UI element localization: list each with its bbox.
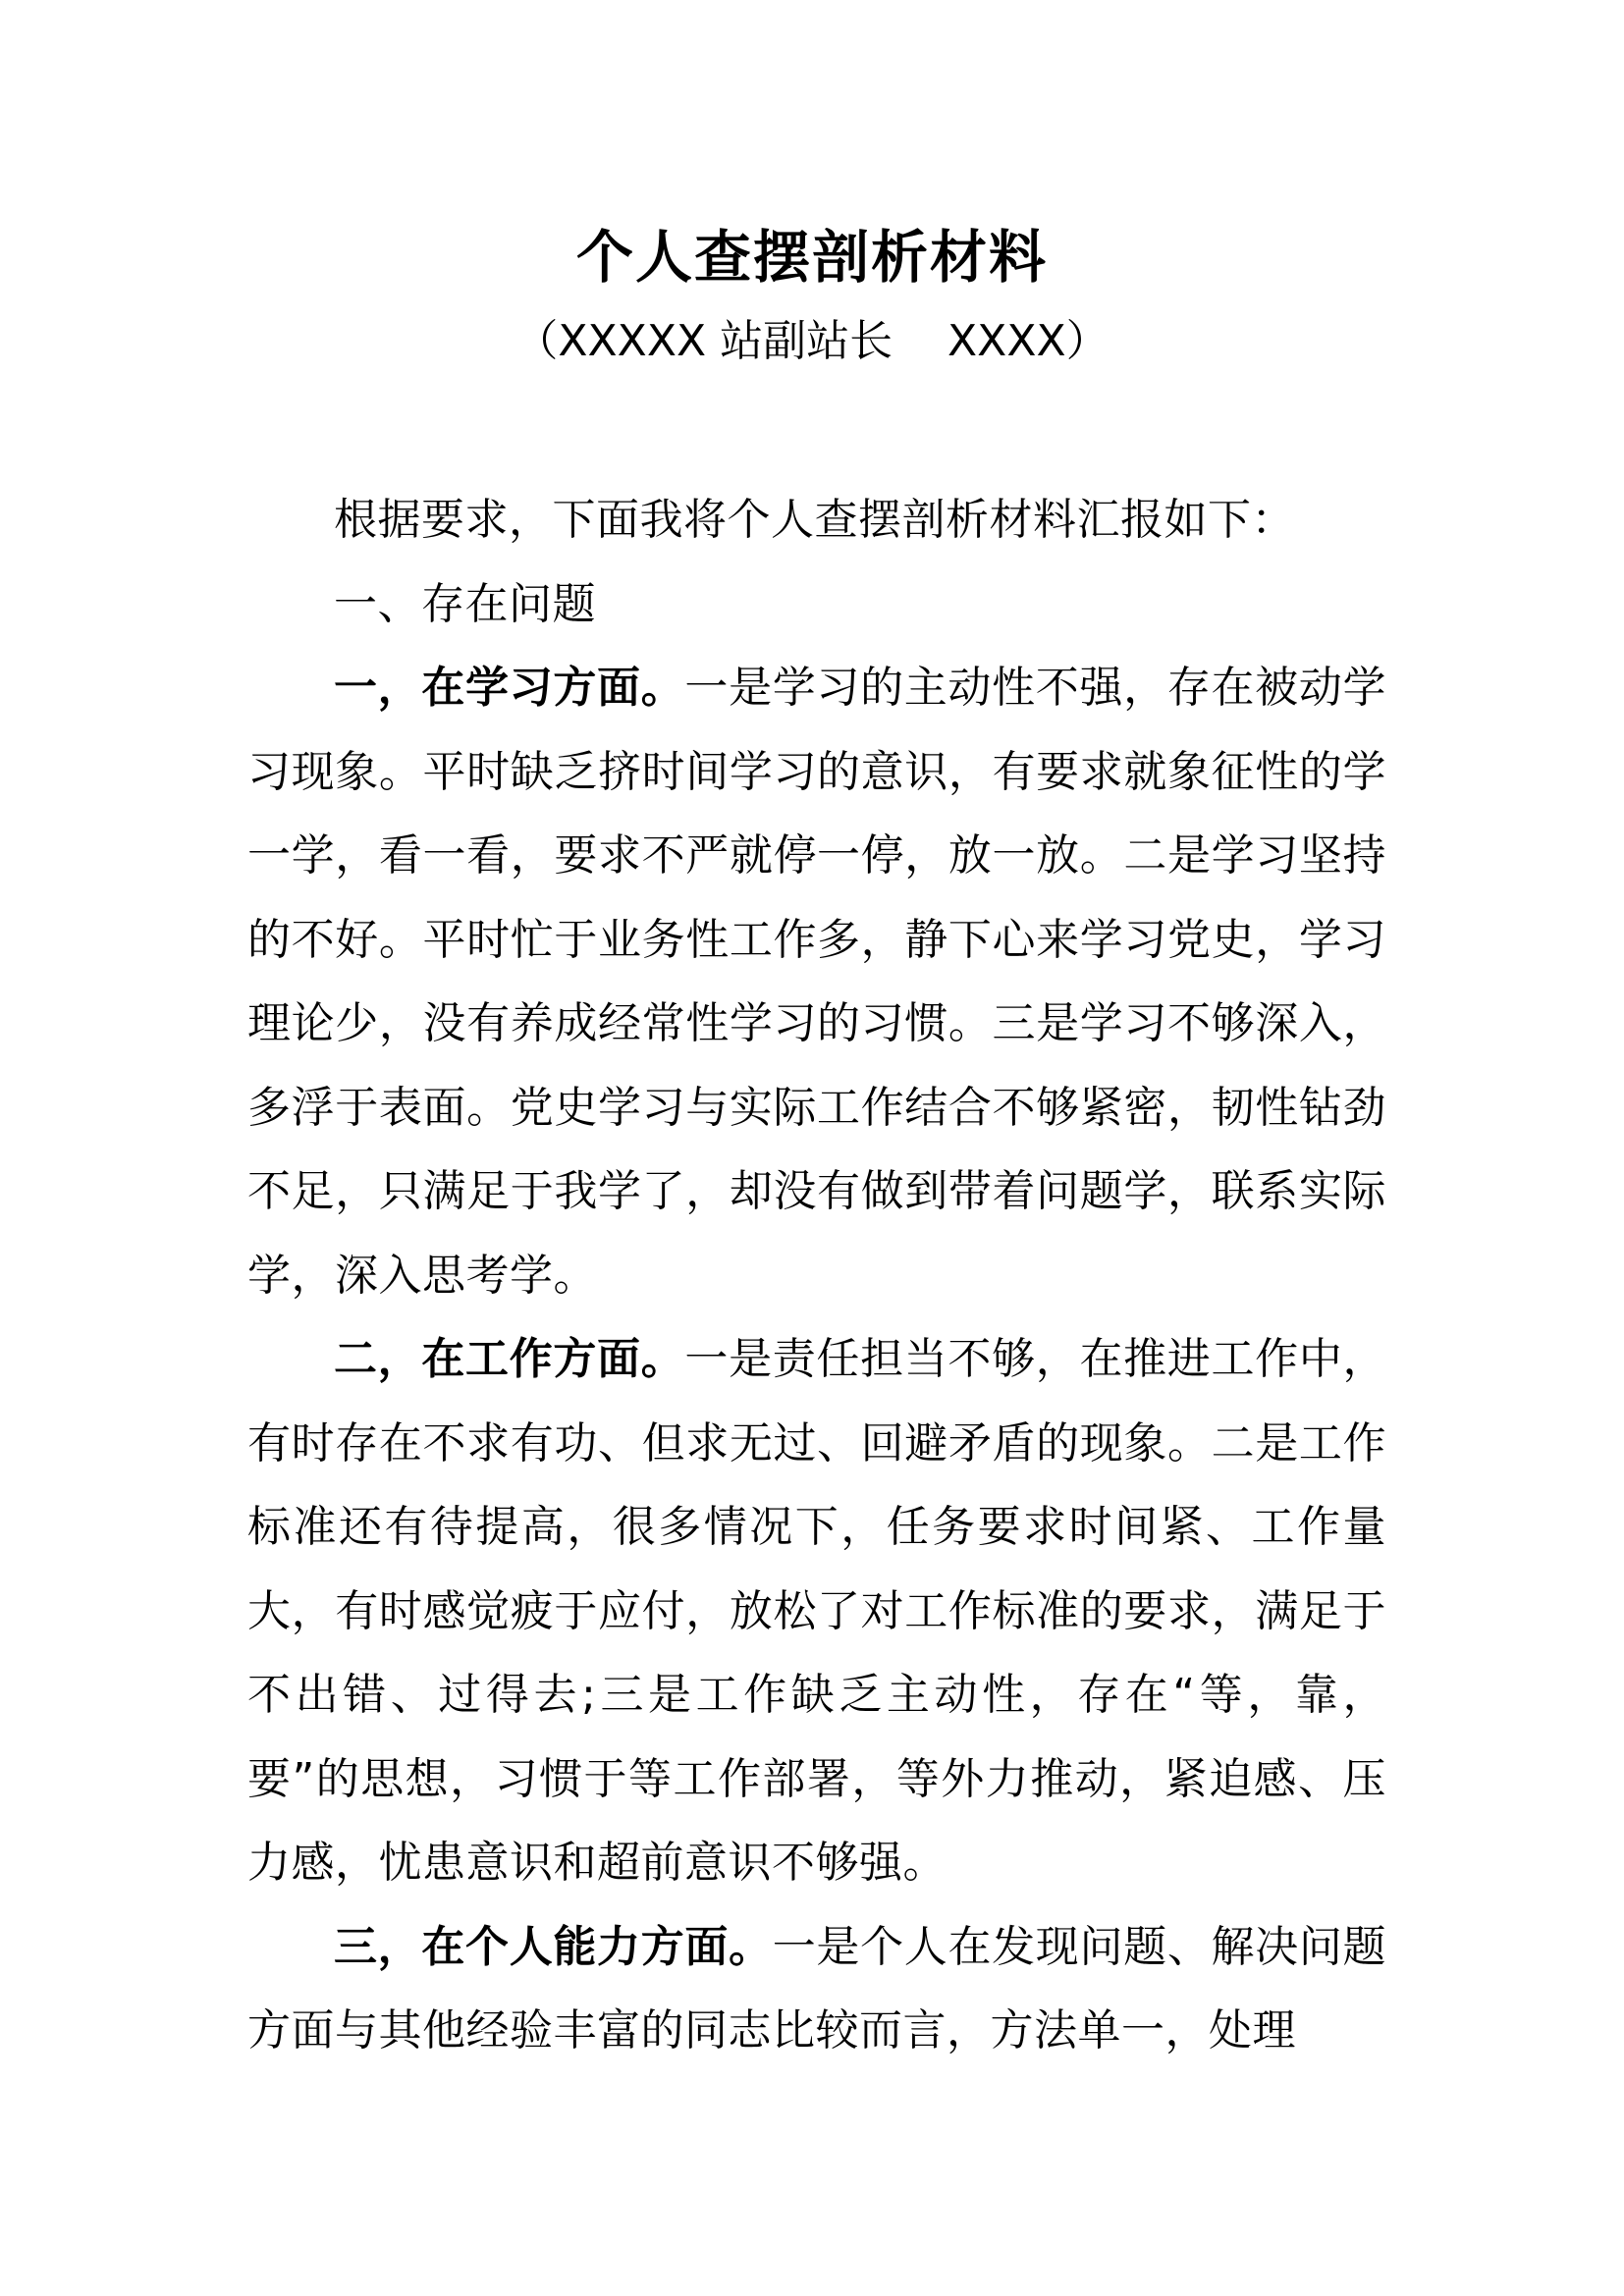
point-text: 一是个人在发现问题、解决问题方面与其他经验丰富的同志比较而言，方法单一，处理 [247, 1921, 1387, 2056]
document-body [247, 478, 1386, 2073]
point-paragraph-study [247, 646, 1386, 1317]
point-heading: 二，在工作方面。 [334, 1334, 685, 1384]
point-heading: 一，在学习方面。 [334, 663, 685, 713]
point-paragraph-work [247, 1317, 1386, 1905]
document-subtitle: （XXXXX 站副站长 XXXX） [514, 316, 1110, 366]
intro-paragraph: 根据要求，下面我将个人查摆剖析材料汇报如下： [334, 495, 1295, 545]
point-heading: 三，在个人能力方面。 [334, 1921, 773, 1972]
point-paragraph-ability [247, 1905, 1386, 2073]
point-text: 一是责任担当不够，在推进工作中，有时存在不求有功、但求无过、回避矛盾的现象。二是工作标准还有待提高，很多情况下，任务要求时间紧、工作量大，有时感觉疲于应付，放松了对工作标准的要求，满足于不出错、过得去;三是工作缺乏主动性，存在“等，靠，要”的思想，习惯于等工作部署，等外力推动，紧迫感、压力感，忧患意识和超前意识不够强。 [247, 1334, 1386, 1888]
document-title: 个人查摆剖析材料 [575, 224, 1048, 291]
point-text: 一是学习的主动性不强，存在被动学习现象。平时缺乏挤时间学习的意识，有要求就象征性的学一学，看一看，要求不严就停一停，放一放。二是学习坚持的不好。平时忙于业务性工作多，静下心来学习党史，学习理论少，没有养成经常性学习的习惯。三是学习不够深入，多浮于表面。党史学习与实际工作结合不够紧密，韧性钻劲不足，只满足于我学了，却没有做到带着问题学，联系实际学，深入思考学。 [247, 663, 1386, 1301]
section-heading: 一、存在问题 [334, 578, 596, 629]
